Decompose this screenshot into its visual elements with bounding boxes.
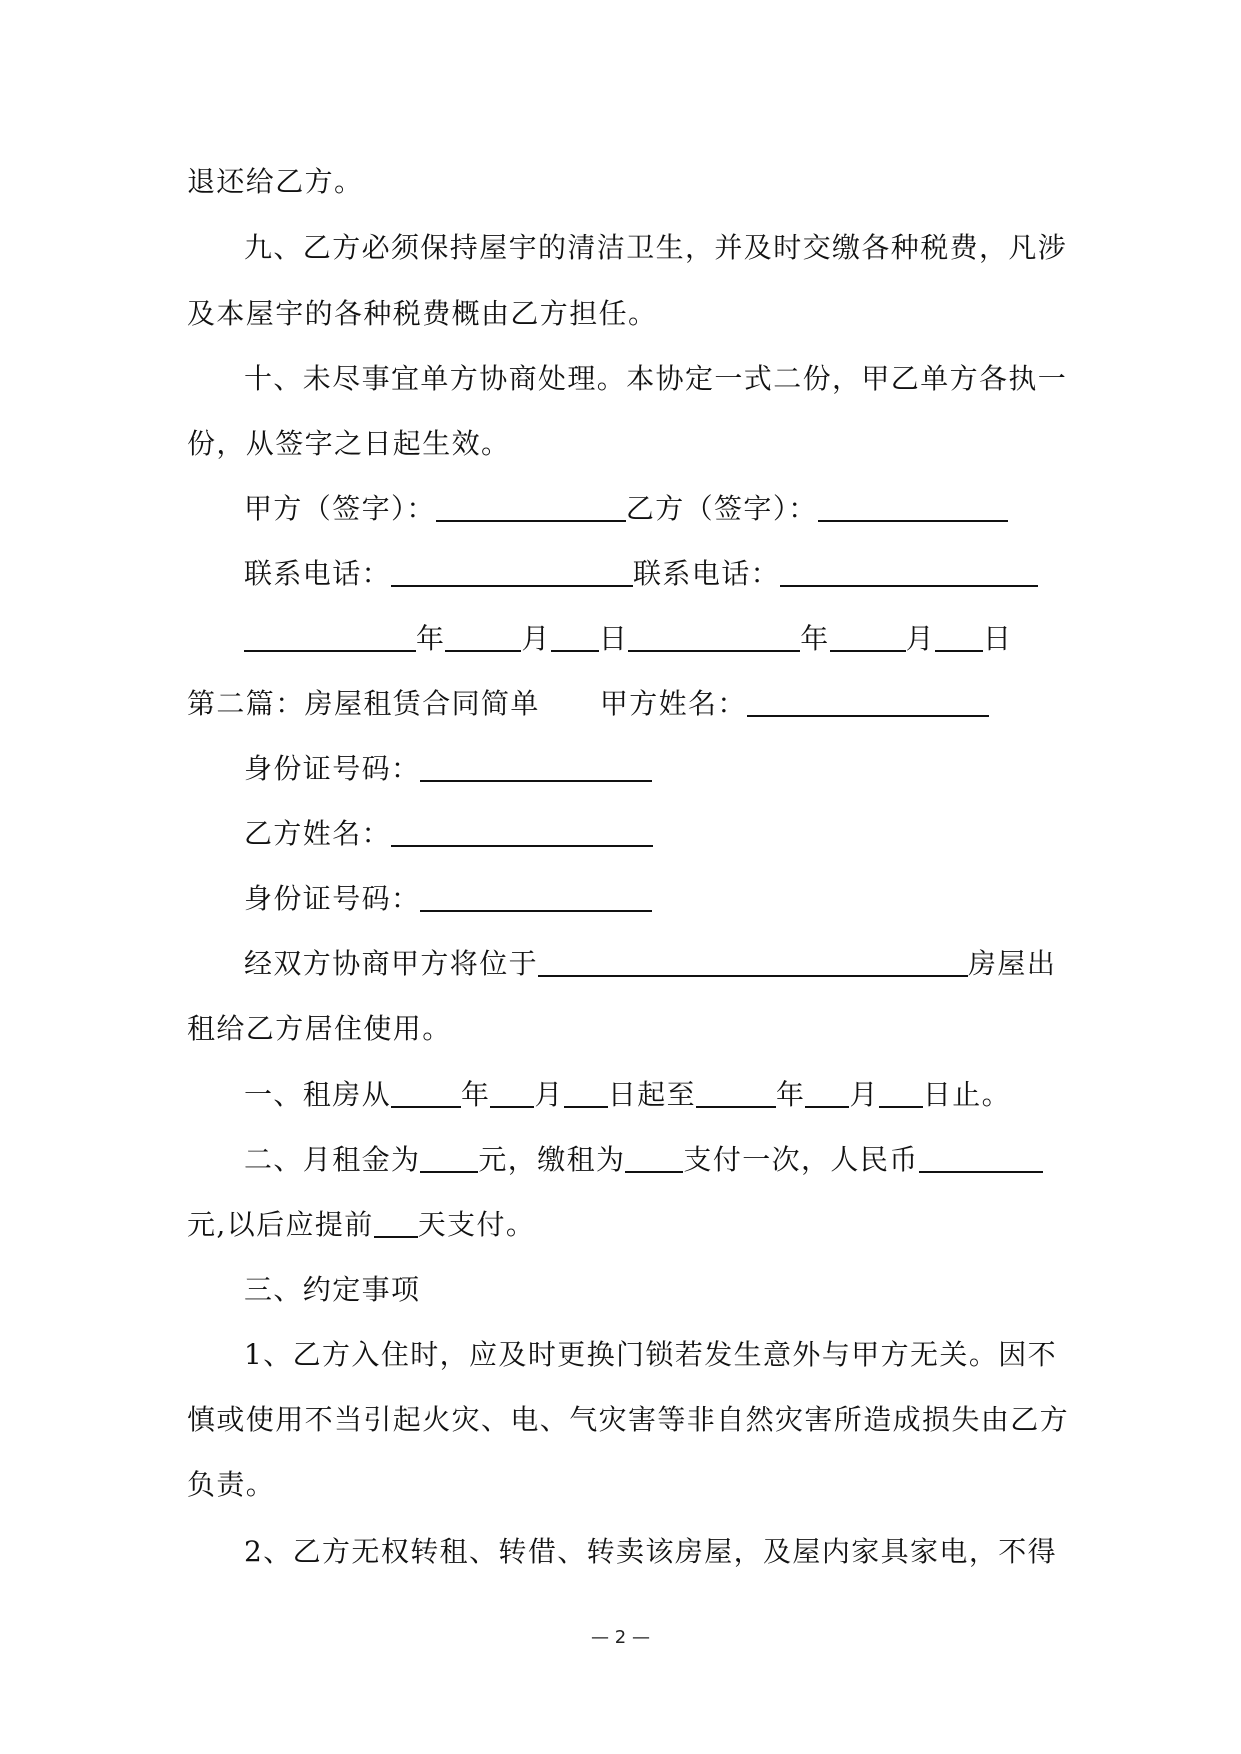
month-label: 月 bbox=[849, 1078, 879, 1111]
end-month-blank[interactable] bbox=[805, 1076, 849, 1108]
rent-line-1 bbox=[244, 1140, 1043, 1180]
party-b-id-line bbox=[244, 879, 652, 919]
monthly-rent-blank[interactable] bbox=[420, 1141, 478, 1173]
party-b-id-blank[interactable] bbox=[420, 880, 652, 912]
month-b-blank[interactable] bbox=[830, 620, 906, 652]
party-a-name-blank[interactable] bbox=[747, 685, 989, 717]
clause-9-line-2: 及本屋宇的各种税费概由乙方担任。 bbox=[187, 297, 658, 330]
item-1-line-3: 负责。 bbox=[187, 1468, 276, 1501]
year-label: 年 bbox=[461, 1078, 491, 1111]
year-label: 年 bbox=[776, 1078, 806, 1111]
clause-10-line-1: 十、未尽事宜单方协商处理。本协定一式二份，甲乙单方各执一 bbox=[244, 362, 1068, 395]
section-3-heading: 三、约定事项 bbox=[244, 1273, 421, 1306]
clause-9-line-1: 九、乙方必须保持屋宇的清洁卫生，并及时交缴各种税费，凡涉 bbox=[244, 231, 1068, 264]
advance-days-blank[interactable] bbox=[374, 1206, 418, 1238]
party-a-sign-blank[interactable] bbox=[436, 490, 626, 522]
item-2-line-1: 2、乙方无权转租、转借、转卖该房屋，及屋内家具家电，不得 bbox=[244, 1535, 1058, 1568]
party-b-name-label: 乙方姓名： bbox=[244, 817, 392, 850]
day-b-blank[interactable] bbox=[935, 620, 983, 652]
start-year-blank[interactable] bbox=[391, 1076, 461, 1108]
year-b-blank[interactable] bbox=[628, 620, 800, 652]
party-b-phone-label: 联系电话： bbox=[633, 557, 781, 590]
month-a-blank[interactable] bbox=[445, 620, 521, 652]
lease-intro-text: 经双方协商甲方将位于 bbox=[244, 947, 539, 980]
party-b-id-label: 身份证号码： bbox=[244, 882, 421, 915]
end-day-blank[interactable] bbox=[879, 1076, 923, 1108]
month-label: 月 bbox=[534, 1078, 564, 1111]
party-a-phone-blank[interactable] bbox=[391, 555, 633, 587]
month-label: 月 bbox=[521, 622, 551, 655]
party-b-phone-blank[interactable] bbox=[780, 555, 1038, 587]
year-label: 年 bbox=[800, 622, 830, 655]
day-label: 日 bbox=[983, 622, 1013, 655]
party-b-name-blank[interactable] bbox=[391, 815, 653, 847]
year-a-blank[interactable] bbox=[244, 620, 416, 652]
paragraph-line: 退还给乙方。 bbox=[187, 165, 364, 198]
start-month-blank[interactable] bbox=[490, 1076, 534, 1108]
term-end-label: 日止。 bbox=[922, 1078, 1012, 1111]
party-a-sign-label: 甲方（签字）： bbox=[244, 492, 436, 525]
page-number: — 2 — bbox=[591, 1627, 650, 1648]
party-b-sign-label: 乙方（签字）： bbox=[625, 492, 818, 525]
clause-10-line-2: 份，从签字之日起生效。 bbox=[187, 427, 511, 460]
party-a-name-label: 甲方姓名： bbox=[599, 687, 747, 720]
day-a-blank[interactable] bbox=[551, 620, 599, 652]
rmb-amount-blank[interactable] bbox=[919, 1141, 1043, 1173]
rent-label: 天支付。 bbox=[417, 1208, 536, 1241]
lease-intro-line-1 bbox=[244, 944, 1056, 984]
lease-intro-text: 房屋出 bbox=[968, 947, 1057, 980]
signature-line bbox=[244, 489, 1008, 529]
date-line bbox=[244, 619, 1012, 659]
section-2-title: 第二篇：房屋租赁合同简单 bbox=[187, 687, 540, 720]
day-label: 日 bbox=[598, 622, 629, 655]
party-a-id-line bbox=[244, 749, 652, 789]
lease-intro-line-2: 租给乙方居住使用。 bbox=[187, 1012, 452, 1045]
party-a-id-blank[interactable] bbox=[420, 750, 652, 782]
phone-line bbox=[244, 554, 1038, 594]
property-address-blank[interactable] bbox=[538, 945, 968, 977]
section-2-heading-line bbox=[187, 684, 989, 724]
item-1-line-1: 1、乙方入住时，应及时更换门锁若发生意外与甲方无关。因不 bbox=[244, 1338, 1058, 1371]
term-label: 一、租房从 bbox=[244, 1078, 392, 1111]
year-label: 年 bbox=[416, 622, 446, 655]
rent-label: 元，缴租为 bbox=[478, 1143, 626, 1176]
party-a-phone-label: 联系电话： bbox=[244, 557, 392, 590]
start-day-blank[interactable] bbox=[564, 1076, 608, 1108]
rent-line-2 bbox=[187, 1205, 535, 1245]
term-from-label: 日起至 bbox=[607, 1078, 697, 1111]
end-year-blank[interactable] bbox=[696, 1076, 776, 1108]
rent-label: 元,以后应提前 bbox=[187, 1208, 374, 1241]
term-line bbox=[244, 1075, 1011, 1115]
party-b-sign-blank[interactable] bbox=[818, 490, 1008, 522]
party-a-id-label: 身份证号码： bbox=[244, 752, 421, 785]
rent-label: 支付一次，人民币 bbox=[683, 1143, 919, 1176]
month-label: 月 bbox=[905, 622, 936, 655]
party-b-name-line bbox=[244, 814, 653, 854]
item-1-line-2: 慎或使用不当引起火灾、电、气灾害等非自然灾害所造成损失由乙方 bbox=[187, 1403, 1070, 1436]
rent-label: 二、月租金为 bbox=[244, 1143, 421, 1176]
payment-period-blank[interactable] bbox=[625, 1141, 683, 1173]
